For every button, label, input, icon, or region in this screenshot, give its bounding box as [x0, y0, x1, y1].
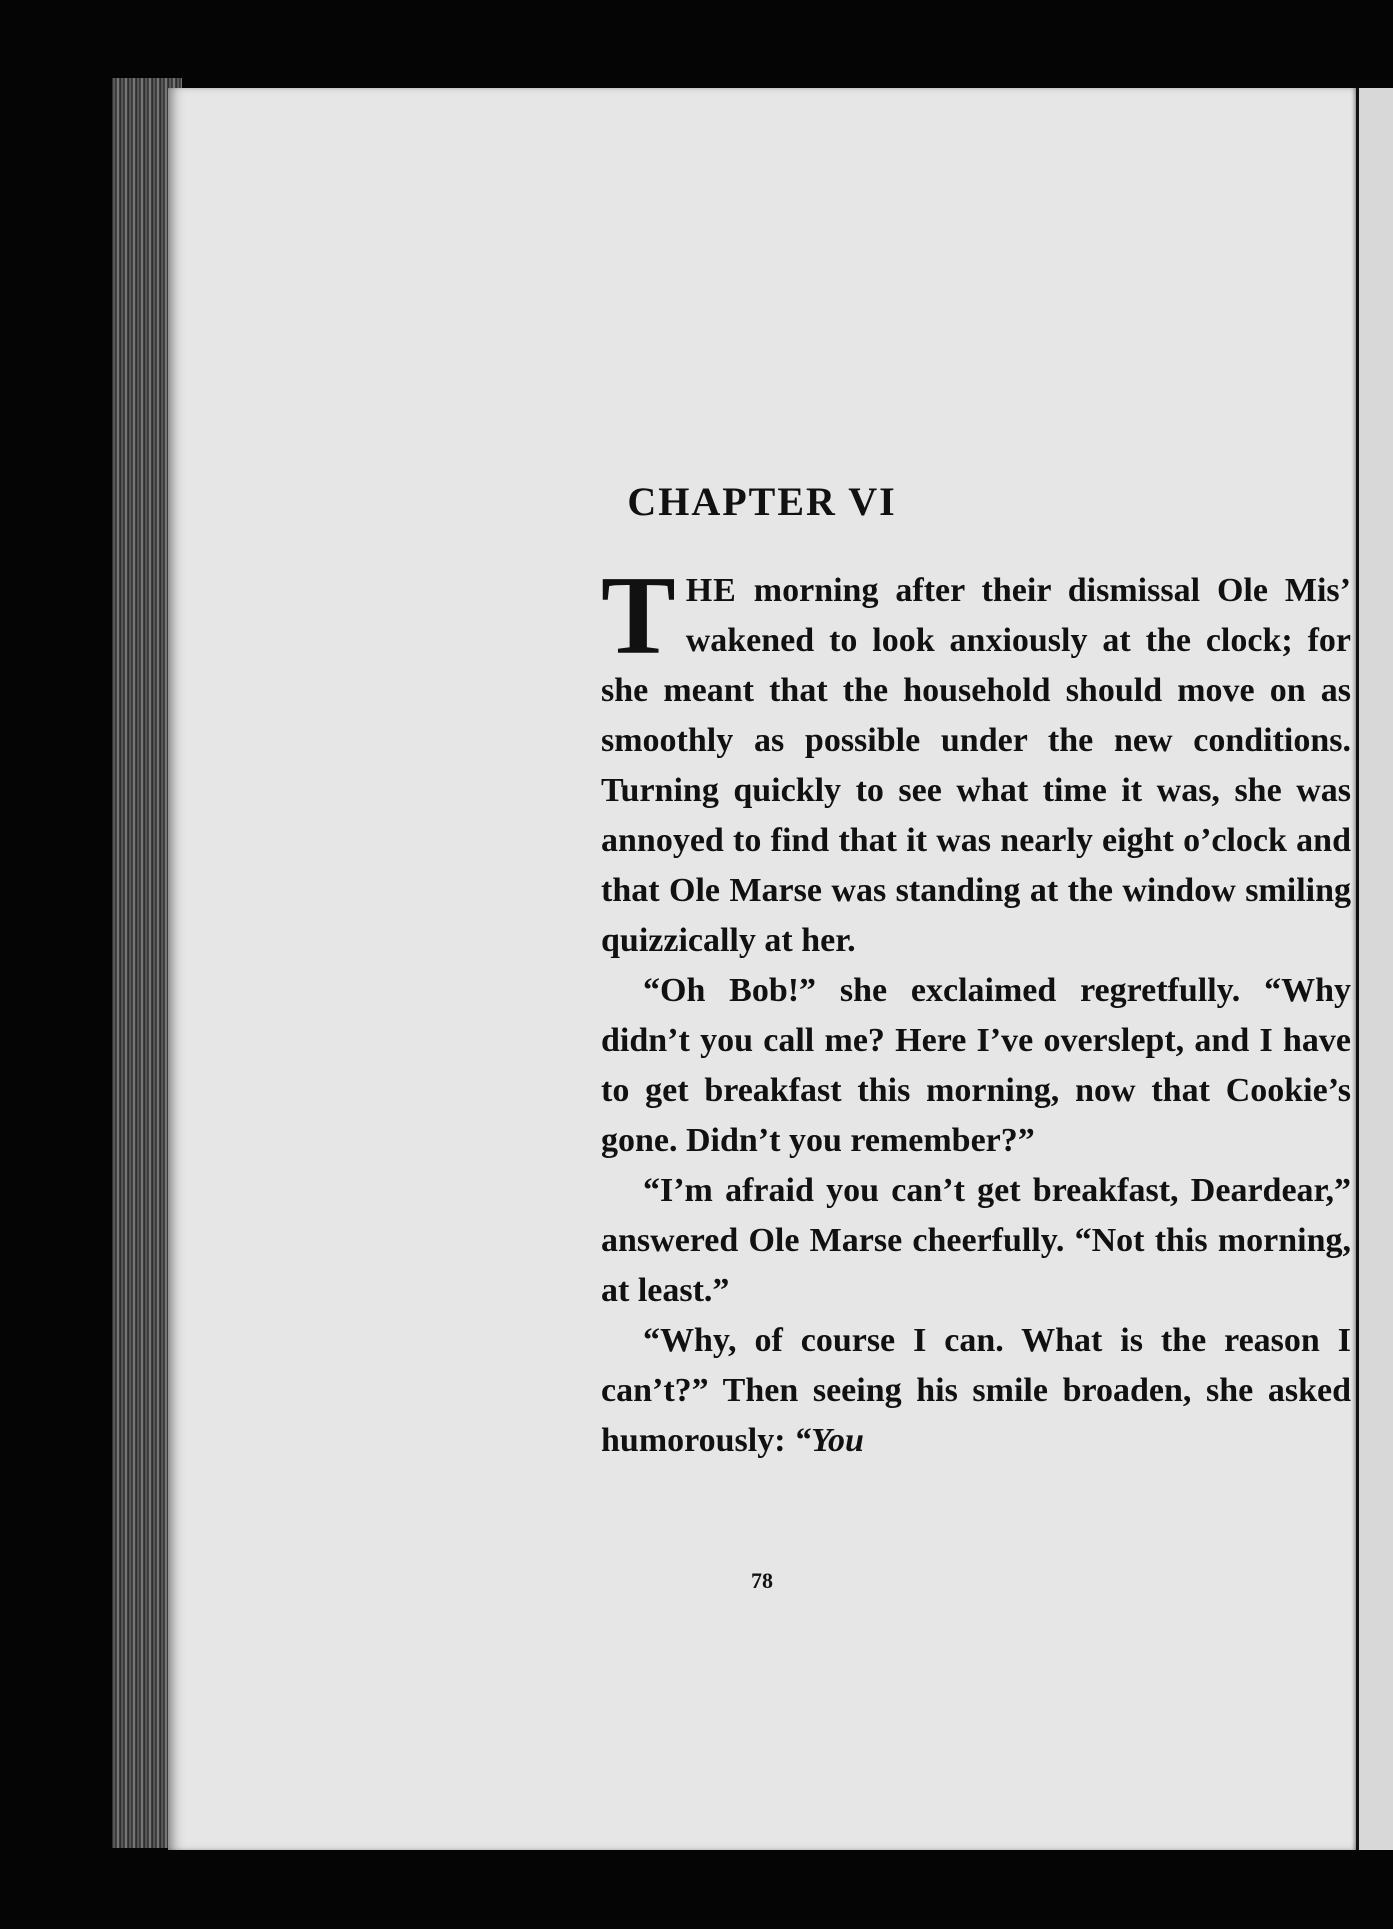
first-word: HE: [685, 572, 737, 609]
body-text: [601, 554, 1351, 1466]
paragraph-3: “I’m afraid you can’t get breakfast, Deardear,” answered Ole Marse cheerfully. “Not this morning, at least.”: [601, 1172, 1351, 1309]
page-number: 78: [751, 1568, 773, 1593]
book-page: [168, 88, 1356, 1850]
paragraph-1: [601, 554, 1351, 966]
paragraph-4: [601, 1316, 1351, 1466]
paragraph-4-text: “Why, of course I can. What is the reason I can’t?” Then seeing his smile broaden, she asked humorously:: [601, 1322, 1351, 1459]
chapter-title: CHAPTER VI: [627, 479, 897, 524]
paragraph-2: “Oh Bob!” she exclaimed regretfully. “Why didn’t you call me? Here I’ve overslept, and I have to get breakfast this morning, now that Cookie’s gone. Didn’t you remember?”: [601, 972, 1351, 1159]
next-page-edge: [1356, 88, 1393, 1850]
paragraph-1-text: morning after their dismissal Ole Mis’ wakened to look anxiously at the clock; for she meant that the household should move on as smoothly as possible under the new conditions. Turning quickly to see what time it was, she was annoyed to find that it was nearly eight o’clock and that Ole Marse was standing at the window smiling quizzically at her.: [601, 572, 1351, 959]
italic-word: “You: [794, 1422, 864, 1459]
drop-cap: T: [601, 554, 676, 678]
